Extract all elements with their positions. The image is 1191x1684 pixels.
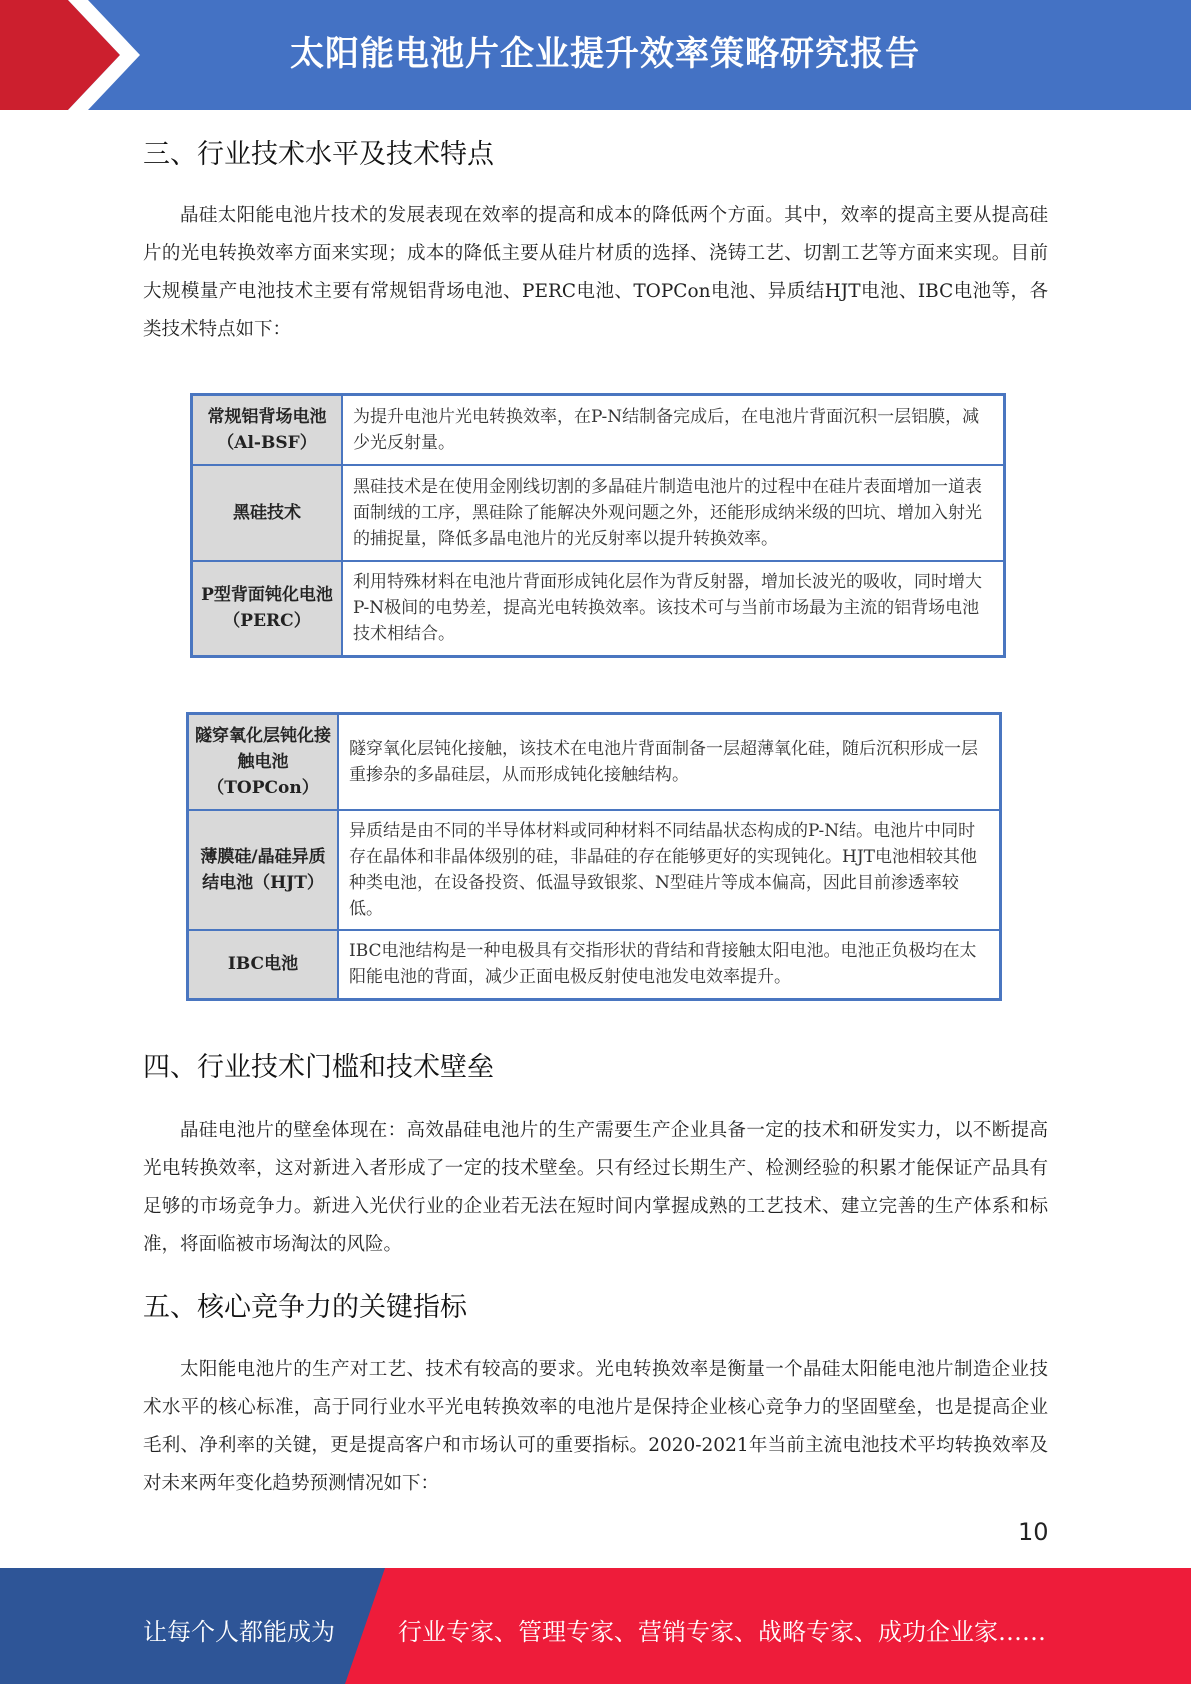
table-row (188, 930, 1001, 1000)
tech-name-cell: 常规铝背场电池（Al-BSF） (192, 395, 343, 465)
tech-name-cell: 薄膜硅/晶硅异质结电池（HJT） (188, 810, 339, 930)
table-row (192, 561, 1005, 657)
page-header (0, 0, 1191, 110)
section-3-heading: 三、行业技术水平及技术特点 (143, 139, 494, 170)
section-3-paragraph: 晶硅太阳能电池片技术的发展表现在效率的提高和成本的降低两个方面。其中，效率的提高主要从提高硅片的光电转换效率方面来实现；成本的降低主要从硅片材质的选择、浇铸工艺、切割工艺等方面来实现。目前大规模量产电池技术主要有常规铝背场电池、PERC电池、TOPCon电池、异质结HJT电池、IBC电池等，各类技术特点如下： (143, 205, 1048, 340)
tech-name-cell: P型背面钝化电池（PERC） (192, 561, 343, 657)
tech-desc-cell: 利用特殊材料在电池片背面形成钝化层作为背反射器，增加长波光的吸收，同时增大P-N极间的电势差，提高光电转换效率。该技术可与当前市场最为主流的铝背场电池技术相结合。 (342, 561, 1005, 657)
section-5-paragraph: 太阳能电池片的生产对工艺、技术有较高的要求。光电转换效率是衡量一个晶硅太阳能电池片制造企业技术水平的核心标准，高于同行业水平光电转换效率的电池片是保持企业核心竞争力的坚固壁垒，也是提高企业毛利、净利率的关键，更是提高客户和市场认可的重要指标。2020-2021年当前主流电池技术平均转换效率及对未来两年变化趋势预测情况如下： (143, 1359, 1048, 1494)
tech-table-2 (186, 712, 1002, 1001)
tech-desc-cell: 为提升电池片光电转换效率，在P-N结制备完成后，在电池片背面沉积一层铝膜，减少光反射量。 (342, 395, 1005, 465)
report-title: 太阳能电池片企业提升效率策略研究报告 (290, 34, 920, 74)
page-number: 10 (1018, 1518, 1049, 1546)
table-row (192, 465, 1005, 561)
tech-desc-cell: 异质结是由不同的半导体材料或同种材料不同结晶状态构成的P-N结。电池片中同时存在晶体和非晶体级别的硅，非晶硅的存在能够更好的实现钝化。HJT电池相较其他种类电池，在设备投资、低温导致银浆、N型硅片等成本偏高，因此目前渗透率较低。 (338, 810, 1001, 930)
tech-desc-cell: IBC电池结构是一种电极具有交指形状的背结和背接触太阳电池。电池正负极均在太阳能电池的背面，减少正面电极反射使电池发电效率提升。 (338, 930, 1001, 1000)
section-5-heading: 五、核心竞争力的关键指标 (143, 1292, 467, 1323)
tech-name-cell: IBC电池 (188, 930, 339, 1000)
tech-name-cell: 黑硅技术 (192, 465, 343, 561)
section-4-paragraph: 晶硅电池片的壁垒体现在：高效晶硅电池片的生产需要生产企业具备一定的技术和研发实力，以不断提高光电转换效率，这对新进入者形成了一定的技术壁垒。只有经过长期生产、检测经验的积累才能保证产品具有足够的市场竞争力。新进入光伏行业的企业若无法在短时间内掌握成熟的工艺技术、建立完善的生产体系和标准，将面临被市场淘汰的风险。 (143, 1120, 1048, 1255)
footer-slogan-right: 行业专家、管理专家、营销专家、战略专家、成功企业家…… (398, 1618, 1046, 1646)
table-row (192, 395, 1005, 465)
tech-name-cell: 隧穿氧化层钝化接触电池（TOPCon） (188, 714, 339, 810)
tech-desc-cell: 黑硅技术是在使用金刚线切割的多晶硅片制造电池片的过程中在硅片表面增加一道表面制绒的工序，黑硅除了能解决外观问题之外，还能形成纳米级的凹坑、增加入射光的捕捉量，降低多晶电池片的光反射率以提升转换效率。 (342, 465, 1005, 561)
tech-table-1 (190, 393, 1006, 658)
table-row (188, 810, 1001, 930)
section-4-heading: 四、行业技术门槛和技术壁垒 (143, 1052, 494, 1083)
header-arrow-icon (0, 0, 160, 110)
footer-slogan-left: 让每个人都能成为 (143, 1618, 335, 1646)
page-footer (0, 1568, 1191, 1684)
table-row (188, 714, 1001, 810)
tech-desc-cell: 隧穿氧化层钝化接触，该技术在电池片背面制备一层超薄氧化硅，随后沉积形成一层重掺杂的多晶硅层，从而形成钝化接触结构。 (338, 714, 1001, 810)
